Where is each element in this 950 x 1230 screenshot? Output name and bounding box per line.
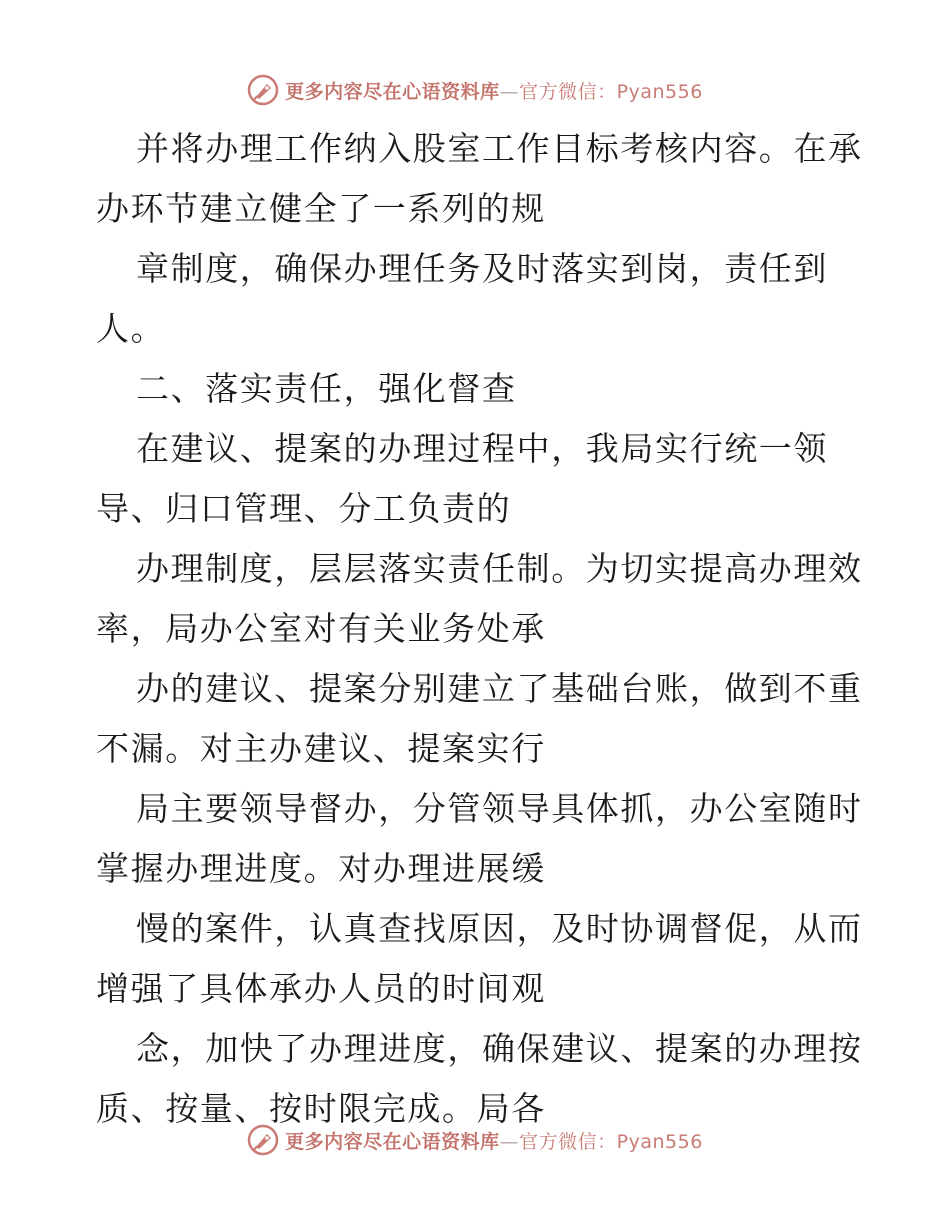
watermark-contact: 官方微信：Pyan556 xyxy=(519,80,703,103)
paragraph-line: 人。 xyxy=(96,309,166,348)
watermark-text xyxy=(285,1127,703,1154)
paragraph-line: 导、归口管理、分工负责的 xyxy=(96,489,512,528)
paragraph-line: 增强了具体承办人员的时间观 xyxy=(96,969,546,1008)
paragraph-line: 掌握办理进度。对办理进展缓 xyxy=(96,849,546,888)
watermark-contact: 官方微信：Pyan556 xyxy=(519,1130,703,1153)
paragraph-line: 质、按量、按时限完成。局各 xyxy=(96,1089,546,1128)
paragraph-line: 率，局办公室对有关业务处承 xyxy=(96,609,546,648)
watermark-separator: — xyxy=(499,1130,520,1153)
paragraph-line: 并将办理工作纳入股室工作目标考核内容。在承 xyxy=(136,129,863,168)
paragraph-line: 局主要领导督办，分管领导具体抓，办公室随时 xyxy=(136,789,863,828)
watermark-text xyxy=(285,77,703,104)
watermark-brand: 更多内容尽在心语资料库 xyxy=(285,80,500,103)
section-heading: 二、落实责任，强化督查 xyxy=(136,369,517,408)
pen-nib-logo-icon xyxy=(247,74,279,106)
paragraph-line: 慢的案件，认真查找原因，及时协调督促，从而 xyxy=(136,909,863,948)
paragraph-line: 念，加快了办理进度，确保建议、提案的办理按 xyxy=(136,1029,863,1068)
watermark-separator: — xyxy=(499,80,520,103)
paragraph-line: 办理制度，层层落实责任制。为切实提高办理效 xyxy=(136,549,863,588)
paragraph-line: 在建议、提案的办理过程中，我局实行统一领 xyxy=(136,429,828,468)
paragraph-line: 不漏。对主办建议、提案实行 xyxy=(96,729,546,768)
footer-watermark xyxy=(0,1120,950,1160)
document-body xyxy=(96,120,866,1140)
watermark-brand: 更多内容尽在心语资料库 xyxy=(285,1130,500,1153)
paragraph-line: 办环节建立健全了一系列的规 xyxy=(96,189,546,228)
paragraph-line: 办的建议、提案分别建立了基础台账，做到不重 xyxy=(136,669,863,708)
pen-nib-logo-icon xyxy=(247,1124,279,1156)
paragraph-line: 章制度，确保办理任务及时落实到岗，责任到 xyxy=(136,249,828,288)
header-watermark xyxy=(0,70,950,110)
